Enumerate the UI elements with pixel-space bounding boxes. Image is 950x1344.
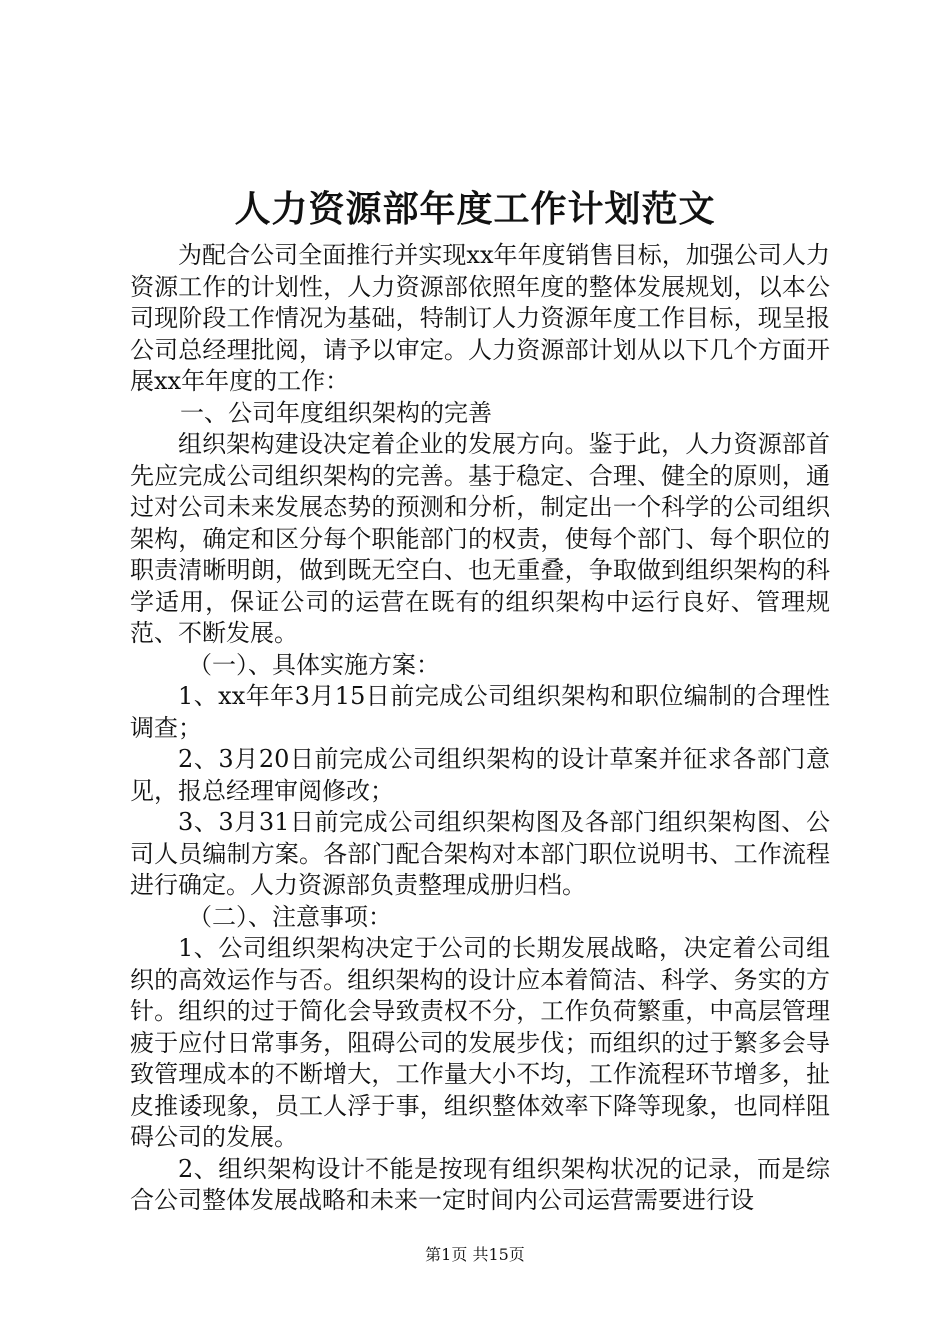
document-title: 人力资源部年度工作计划范文 <box>234 188 716 230</box>
subsection-heading-plan: （一）、具体实施方案： <box>188 650 440 679</box>
list-item: 3、3月31日前完成公司组织架构图及各部门组织架构图、公司人员编制方案。各部门配合架构对本部门职位说明书、工作流程进行确定。人力资源部负责整理成册归档。 <box>130 808 830 899</box>
subsection-heading-notes: （二）、注意事项： <box>188 902 392 931</box>
paragraph-intro: 为配合公司全面推行并实现xx年年度销售目标，加强公司人力资源工作的计划性，人力资源部依照年度的整体发展规划，以本公司现阶段工作情况为基础，特制订人力资源年度工作目标，现呈报公司总经理批阅，请予以审定。人力资源部计划从以下几个方面开展xx年年度的工作： <box>130 241 830 395</box>
page-number: 第1页 共15页 <box>425 1245 525 1264</box>
list-item: 1、公司组织架构决定于公司的长期发展战略，决定着公司组织的高效运作与否。组织架构的设计应本着简洁、科学、务实的方针。组织的过于简化会导致责权不分，工作负荷繁重，中高层管理疲于应付日常事务，阻碍公司的发展步伐；而组织的过于繁多会导致管理成本的不断增大，工作量大小不均，工作流程环节增多，扯皮推诿现象，员工人浮于事，组织整体效率下降等现象，也同样阻碍公司的发展。 <box>130 934 830 1151</box>
document-body <box>130 240 830 1217</box>
paragraph-section-1: 组织架构建设决定着企业的发展方向。鉴于此，人力资源部首先应完成公司组织架构的完善。基于稳定、合理、健全的原则，通过对公司未来发展态势的预测和分析，制定出一个科学的公司组织架构，确定和区分每个职能部门的权责，使每个部门、每个职位的职责清晰明朗，做到既无空白、也无重叠，争取做到组织架构的科学适用，保证公司的运营在既有的组织架构中运行良好、管理规范、不断发展。 <box>130 430 830 647</box>
list-item: 2、3月20日前完成公司组织架构的设计草案并征求各部门意见，报总经理审阅修改； <box>130 745 830 805</box>
list-item: 1、xx年年3月15日前完成公司组织架构和职位编制的合理性调查； <box>130 682 830 742</box>
section-heading-1: 一、公司年度组织架构的完善 <box>180 398 492 427</box>
list-item: 2、组织架构设计不能是按现有组织架构状况的记录，而是综合公司整体发展战略和未来一定时间内公司运营需要进行设 <box>130 1154 830 1214</box>
